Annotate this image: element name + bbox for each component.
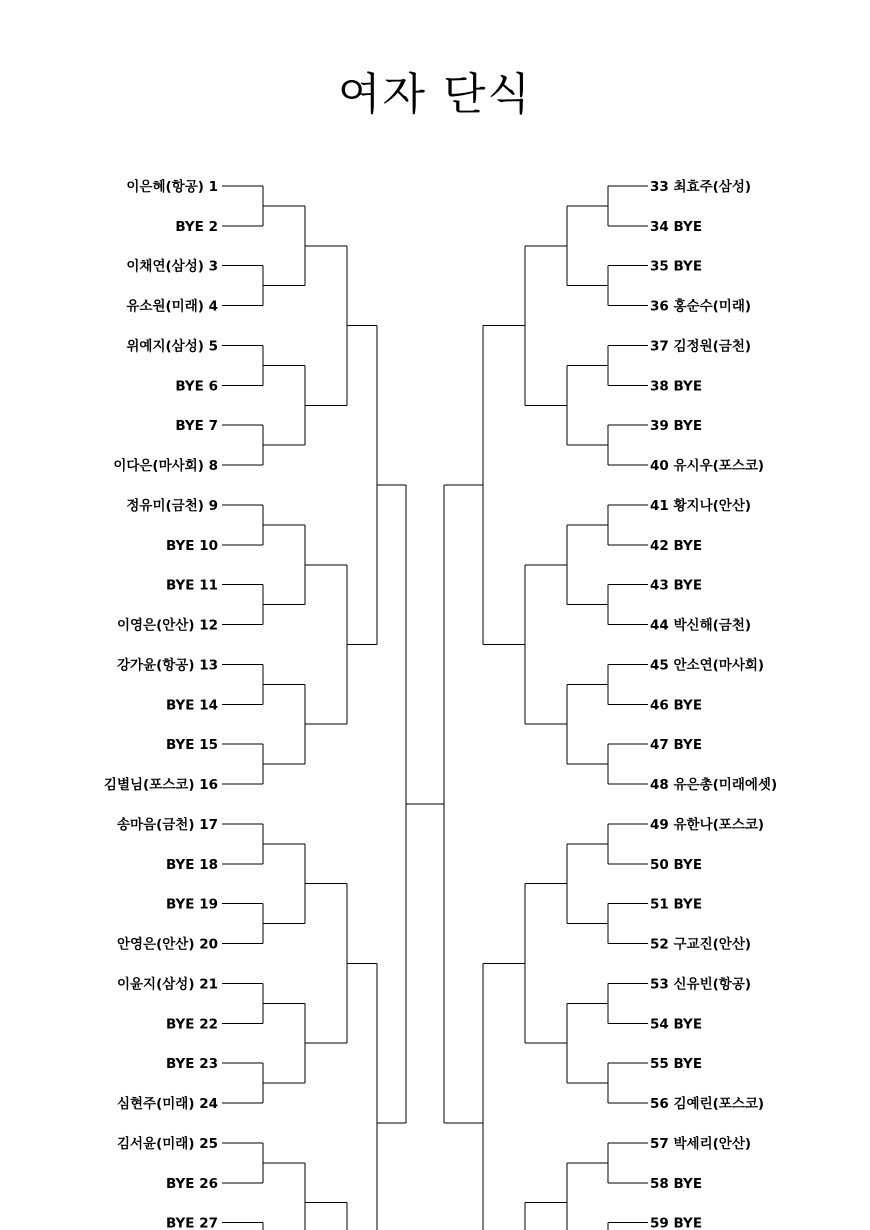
right-entry-label: 33 최효주(삼성) [650, 179, 752, 195]
right-entry-label: 50 BYE [650, 856, 703, 873]
right-entry-label: 39 BYE [650, 418, 703, 435]
left-entry-label: 이윤지(삼성) 21 [116, 976, 218, 993]
left-entry-label: 정유미(금천) 9 [126, 497, 218, 514]
bracket-title: 여자 단식 [337, 69, 532, 120]
left-entry-label: 이다은(마사회) 8 [113, 458, 218, 475]
left-entry-label: 강가윤(항공) 13 [116, 657, 218, 674]
right-entry-label: 37 김정원(금천) [650, 338, 752, 355]
right-entry-label: 57 박세리(안산) [650, 1135, 752, 1152]
right-entry-label: 51 BYE [650, 896, 703, 913]
left-entry-label: 위예지(삼성) 5 [126, 338, 218, 355]
right-entry-label: 43 BYE [650, 577, 703, 594]
left-entry-label: BYE 7 [175, 418, 218, 435]
left-entry-label: 안영은(안산) 20 [116, 936, 218, 953]
left-entry-label: 유소원(미래) 4 [126, 298, 218, 315]
right-entry-label: 46 BYE [650, 697, 703, 714]
right-entry-label: 52 구교진(안산) [650, 936, 752, 953]
right-entry-label: 53 신유빈(항공) [650, 976, 752, 993]
left-entry-label: 이은혜(항공) 1 [126, 179, 218, 195]
left-entry-label: BYE 23 [165, 1056, 218, 1073]
right-entry-label: 48 유은총(미래에셋) [650, 777, 778, 794]
right-entry-label: 36 홍순수(미래) [650, 298, 752, 315]
right-entry-label: 44 박신해(금천) [650, 617, 752, 634]
left-entry-label: BYE 14 [165, 697, 218, 714]
right-entry-label: 47 BYE [650, 737, 703, 754]
left-entry-label: BYE 2 [175, 218, 218, 235]
left-entries [104, 178, 218, 1230]
left-entry-label: BYE 10 [165, 537, 218, 554]
left-entry-label: BYE 11 [165, 577, 218, 594]
right-entries [650, 178, 777, 1230]
right-entry-label: 55 BYE [650, 1056, 703, 1073]
right-entry-label: 40 유시우(포스코) [650, 458, 765, 475]
left-entry-label: 심현주(미래) 24 [116, 1096, 218, 1113]
left-entry-label: BYE 19 [165, 896, 218, 913]
right-entry-label: 41 황지나(안산) [650, 497, 752, 514]
left-entry-label: BYE 6 [175, 378, 218, 395]
left-entry-label: BYE 27 [165, 1215, 218, 1230]
left-entry-label: 이채연(삼성) 3 [126, 258, 218, 275]
left-entry-label: 김서윤(미래) 25 [116, 1135, 218, 1152]
right-bracket-lines [444, 186, 648, 1230]
right-entry-label: 45 안소연(마사회) [650, 657, 765, 674]
left-entry-label: 송마음(금천) 17 [116, 816, 218, 833]
left-entry-label: BYE 22 [165, 1016, 218, 1033]
left-entry-label: 이영은(안산) 12 [116, 617, 218, 634]
right-entry-label: 49 유한나(포스코) [650, 816, 765, 833]
right-entry-label: 58 BYE [650, 1175, 703, 1192]
right-entry-label: 54 BYE [650, 1016, 703, 1033]
right-entry-label: 35 BYE [650, 258, 703, 275]
left-entry-label: BYE 18 [165, 856, 218, 873]
left-bracket-lines [222, 186, 406, 1230]
right-entry-label: 56 김예린(포스코) [650, 1096, 765, 1113]
left-entry-label: BYE 15 [165, 737, 218, 754]
left-entry-label: 김별님(포스코) 16 [103, 777, 218, 794]
right-entry-label: 38 BYE [650, 378, 703, 395]
right-entry-label: 34 BYE [650, 218, 703, 235]
left-entry-label: BYE 26 [165, 1175, 218, 1192]
right-entry-label: 42 BYE [650, 537, 703, 554]
right-entry-label: 59 BYE [650, 1215, 703, 1230]
